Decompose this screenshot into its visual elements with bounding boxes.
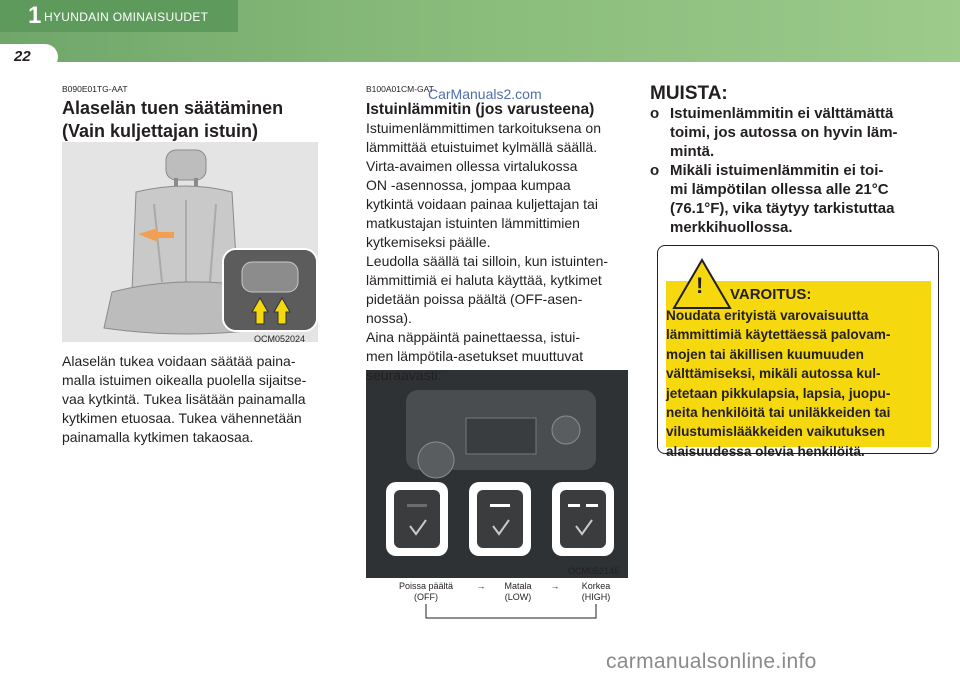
caption-arrow: → bbox=[476, 581, 486, 591]
body-line: Virta-avaimen ollessa virtalukossa bbox=[366, 158, 578, 174]
section-heading-sub: (Vain kuljettajan istuin) bbox=[62, 121, 259, 141]
body-line: men lämpötila-asetukset muuttuvat bbox=[366, 348, 584, 364]
note-title: MUISTA: bbox=[650, 83, 728, 104]
body-line: kytkintä voidaan painaa kuljettajan tai bbox=[366, 196, 598, 212]
warning-body bbox=[666, 306, 932, 461]
page-header bbox=[0, 0, 960, 62]
body-line: seuraavasti: bbox=[366, 367, 442, 383]
body-line: painamalla kytkimen takaosaa. bbox=[62, 429, 254, 445]
body-line: kytkimen etuosaa. Tukea vähennetään bbox=[62, 410, 302, 426]
section-code: B100A01CM-GAT bbox=[366, 84, 434, 94]
body-line: vaa kytkintä. Tukea lisätään painamalla bbox=[62, 391, 306, 407]
photo-code: OCM052145 bbox=[568, 566, 620, 576]
body-line: lämmittimiä ei haluta käyttää, kytkimet bbox=[366, 272, 602, 288]
heater-switch-high bbox=[552, 482, 614, 556]
note-line: (76.1°F), vika täytyy tarkistuttaa bbox=[670, 200, 895, 217]
caption-off-label: Poissa päältä bbox=[398, 581, 454, 591]
chapter-title: HYUNDAIN OMINAISUUDET bbox=[44, 10, 209, 24]
body-line: Aina näppäintä painettaessa, istui- bbox=[366, 329, 581, 345]
lumbar-switch-inset bbox=[222, 248, 318, 332]
chapter-number: 1 bbox=[28, 2, 42, 29]
warning-line: jetetaan pikkulapsia, lapsia, juopu- bbox=[666, 385, 891, 401]
body-line: Istuimenlämmittimen tarkoituksena on bbox=[366, 120, 601, 136]
warning-line: Noudata erityistä varovaisuutta bbox=[666, 308, 869, 323]
note-line: Mikäli istuimenlämmitin ei toi- bbox=[670, 162, 884, 179]
warning-line: alaisuudessa olevia henkilöitä. bbox=[666, 443, 865, 459]
watermark: CarManuals2.com bbox=[428, 86, 542, 102]
warning-line: mojen tai äkillisen kuumuuden bbox=[666, 346, 864, 362]
body-line: Leudolla säällä tai silloin, kun istuinten- bbox=[366, 253, 609, 269]
caption-high-value: (HIGH) bbox=[581, 592, 611, 602]
page-number: 22 bbox=[14, 48, 31, 65]
note-line: mintä. bbox=[670, 143, 715, 160]
section-heading: Istuinlämmitin (jos varusteena) bbox=[366, 101, 595, 118]
heater-switch-low bbox=[469, 482, 531, 556]
warning-line: neita henkilöitä tai uniläkkeiden tai bbox=[666, 405, 891, 421]
warning-title: VAROITUS: bbox=[730, 286, 812, 303]
warning-line: välttämiseksi, mikäli autossa kul- bbox=[666, 366, 881, 382]
caption-arrow: → bbox=[550, 581, 560, 591]
warning-box bbox=[657, 245, 939, 459]
body-line: kytkemiseksi päälle. bbox=[366, 234, 491, 250]
note-line: merkkihuollossa. bbox=[670, 219, 793, 236]
caption-low-value: (LOW) bbox=[504, 592, 532, 602]
body-line: matkustajan istuinten lämmittimien bbox=[366, 215, 580, 231]
bullet: o bbox=[650, 162, 660, 179]
body-line: ON -asennossa, jompaa kumpaa bbox=[366, 177, 571, 193]
body-line: lämmittää etuistuimet kylmällä säällä. bbox=[366, 139, 598, 155]
body-line: pidetään poissa päältä (OFF-asen- bbox=[366, 291, 583, 307]
section-heading: Alaselän tuen säätäminen bbox=[62, 98, 284, 118]
note-line: Istuimenlämmitin ei välttämättä bbox=[670, 105, 894, 122]
body-line: nossa). bbox=[366, 310, 412, 326]
caption-high-label: Korkea bbox=[581, 581, 611, 591]
body-line: Alaselän tukea voidaan säätää paina- bbox=[62, 353, 296, 369]
caption-off-value: (OFF) bbox=[414, 592, 438, 602]
photo-code: OCM052024 bbox=[254, 334, 306, 344]
bullet: o bbox=[650, 105, 660, 122]
lumbar-switch-icon bbox=[224, 250, 316, 330]
warning-line: vilustumislääkkeiden vaikutuksen bbox=[666, 424, 886, 440]
seat-heater-icon bbox=[560, 490, 606, 548]
seat-heater-icon bbox=[477, 490, 523, 548]
warning-line: lämmittimiä käytettäessä palovam- bbox=[666, 327, 891, 343]
note-line: mi lämpötilan ollessa alle 21°C bbox=[670, 181, 889, 198]
warning-symbol: ! bbox=[696, 273, 704, 298]
seat-heater-icon bbox=[394, 490, 440, 548]
footer-watermark: carmanualsonline.info bbox=[606, 650, 817, 673]
caption-low-label: Matala bbox=[504, 581, 532, 591]
heater-switch-off bbox=[386, 482, 448, 556]
seat-heater-photo bbox=[366, 370, 628, 578]
section-code: B090E01TG-AAT bbox=[62, 84, 128, 94]
cycle-bracket bbox=[424, 604, 600, 622]
body-line: malla istuimen oikealla puolella sijaitse- bbox=[62, 372, 307, 388]
note-line: toimi, jos autossa on hyvin läm- bbox=[670, 124, 898, 141]
